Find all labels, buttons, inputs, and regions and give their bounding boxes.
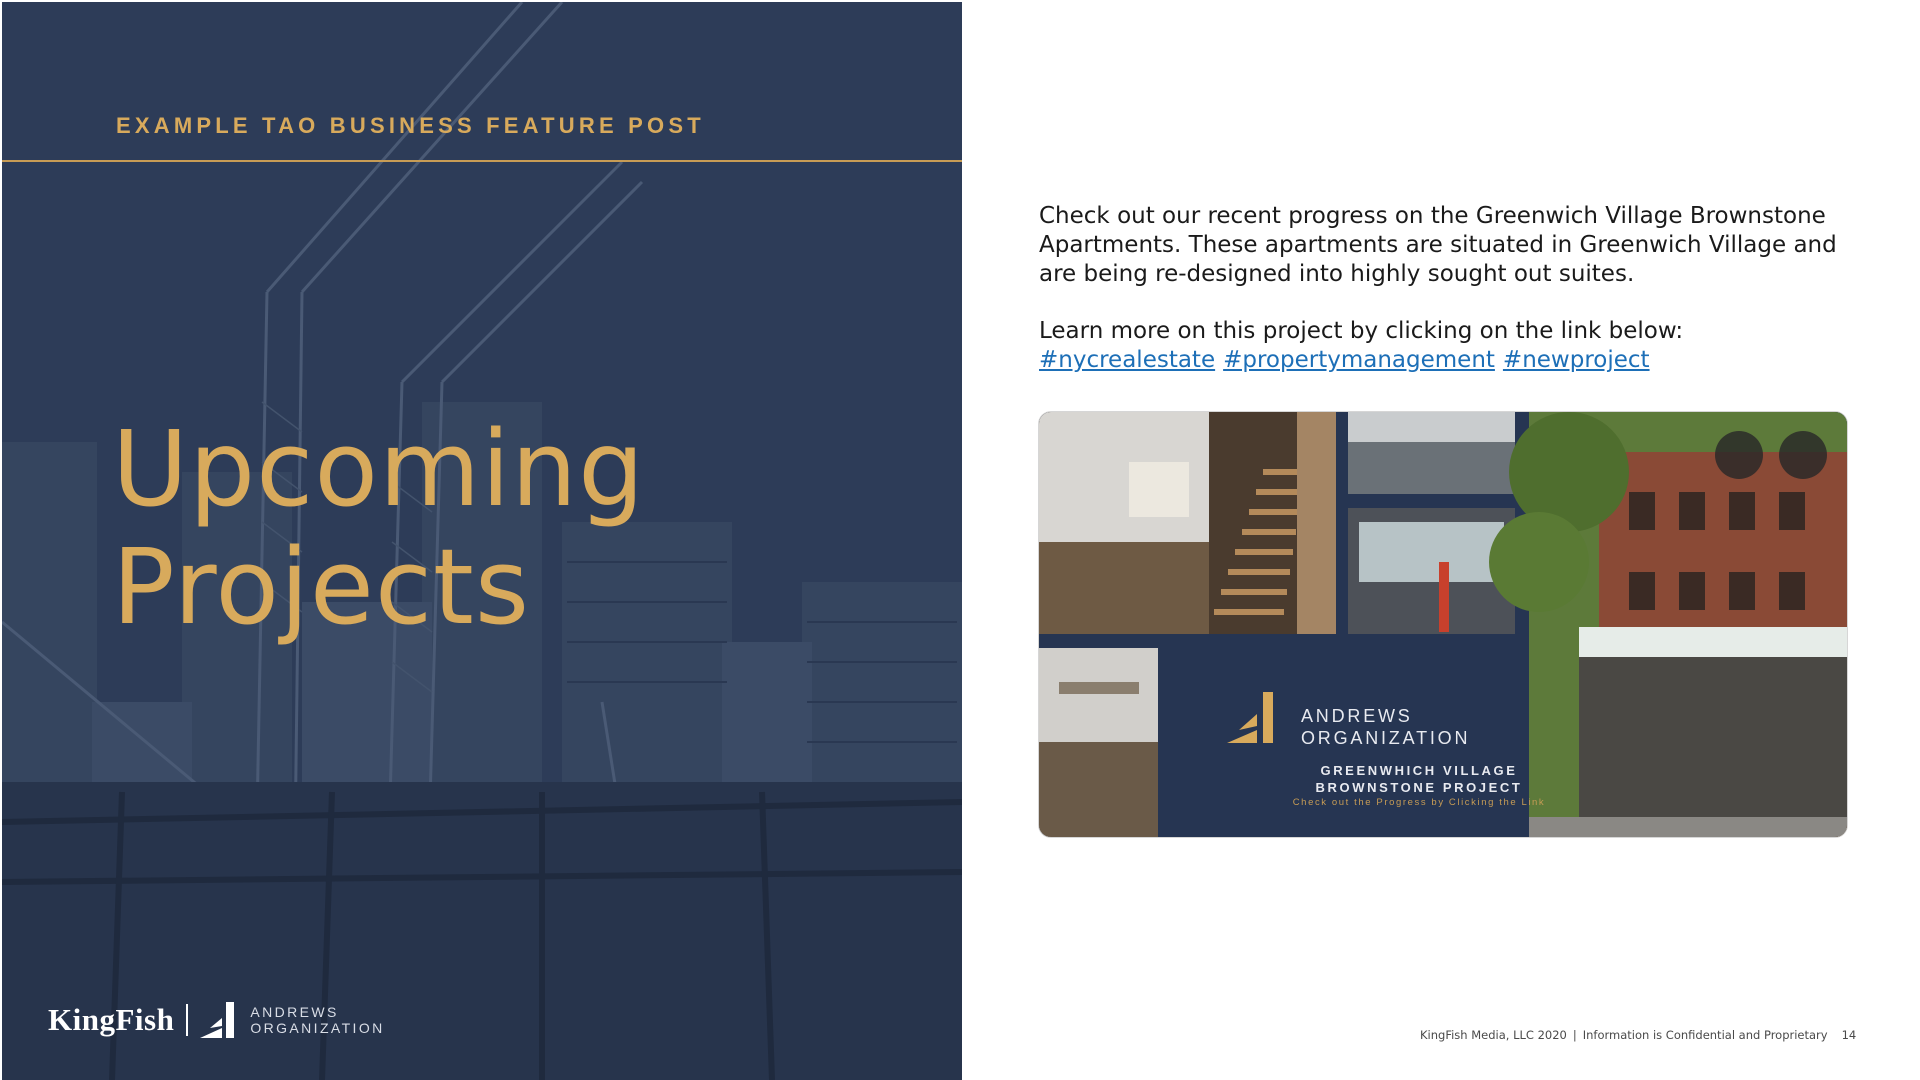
headline-line-1: Upcoming: [112, 408, 646, 530]
andrews-wordmark-line-2: ORGANIZATION: [250, 1020, 385, 1036]
kingfish-logo: KingFish: [48, 1002, 175, 1037]
headline: [112, 410, 645, 646]
hashtag-link[interactable]: #nycrealestate: [1039, 347, 1216, 373]
preview-project-line-1: GREENWHICH VILLAGE: [1320, 763, 1518, 778]
eyebrow-title: EXAMPLE TAO BUSINESS FEATURE POST: [116, 113, 705, 138]
preview-project-name: [1199, 762, 1639, 796]
close-icon: [1779, 431, 1847, 837]
hashtag-link[interactable]: #propertymanagement: [1223, 347, 1495, 373]
hashtag-list: [1039, 346, 1859, 375]
preview-org-name: [1301, 705, 1470, 749]
preview-cta: Check out the Progress by Clicking the Link: [1292, 797, 1546, 808]
preview-project-line-2: BROWNSTONE PROJECT: [1315, 780, 1523, 795]
brand-row: [48, 996, 385, 1044]
eyebrow-divider: [2, 160, 962, 162]
edit-image-button[interactable]: [1715, 431, 1763, 479]
remove-image-button[interactable]: [1779, 431, 1827, 479]
andrews-wordmark-line-1: ANDREWS: [250, 1004, 339, 1020]
post-paragraph-1: Check out our recent progress on the Greenwich Village Brownstone Apartments. These apartments are situated in Greenwich Village and are being re-designed into highly sought out suites.: [1039, 203, 1837, 287]
footer-separator: |: [1572, 1028, 1577, 1042]
footer-company: KingFish Media, LLC 2020: [1420, 1028, 1567, 1042]
headline-line-2: Projects: [112, 526, 531, 648]
andrews-wordmark: [250, 1004, 384, 1036]
post-body: [1039, 202, 1859, 375]
andrews-logo-icon: [200, 1000, 240, 1040]
left-panel: [2, 2, 962, 1080]
page-number: 14: [1841, 1028, 1857, 1042]
post-paragraph-2: Learn more on this project by clicking on the link below:: [1039, 318, 1684, 344]
footer-notice: Information is Confidential and Proprietary: [1582, 1028, 1828, 1042]
link-preview-image[interactable]: [1039, 412, 1847, 837]
brand-divider: [186, 1004, 188, 1036]
preview-org-line-2: ORGANIZATION: [1301, 728, 1471, 748]
preview-org-line-1: ANDREWS: [1301, 706, 1413, 726]
hashtag-link[interactable]: #newproject: [1502, 347, 1650, 373]
slide-footer: [1420, 1028, 1856, 1042]
